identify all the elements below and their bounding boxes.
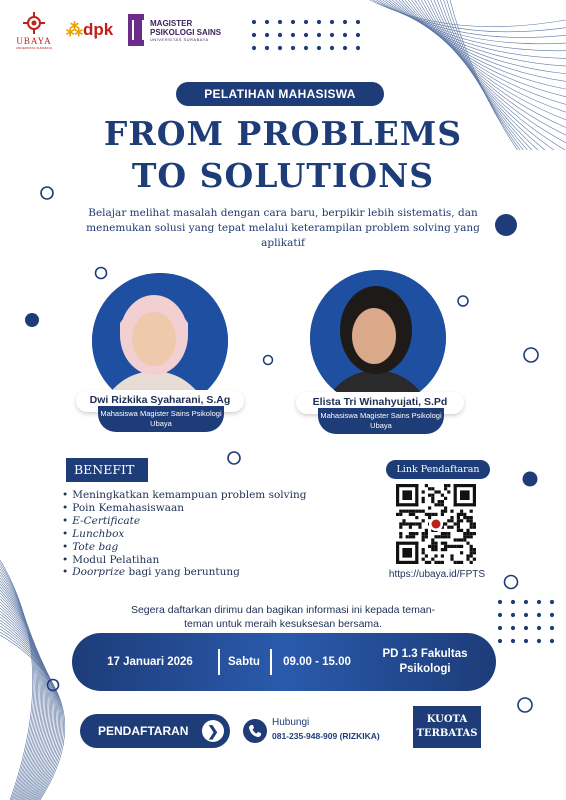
- registration-qr-code[interactable]: [396, 484, 476, 564]
- event-type-badge: PELATIHAN MAHASISWA: [176, 82, 384, 106]
- benefit-item: • Poin Kemahasiswaan: [62, 502, 306, 515]
- speaker-2-photo: [310, 270, 446, 406]
- benefit-item: • Tote bag: [62, 541, 306, 554]
- divider: [218, 649, 220, 675]
- title-line-1: FROM PROBLEMS: [103, 114, 463, 153]
- speaker-2-name: Elista Tri Winahyujati, S.Pd: [312, 396, 448, 408]
- speaker-2-role: Mahasiswa Magister Sains Psikologi Ubaya: [318, 408, 444, 434]
- event-time: 09.00 - 15.00: [283, 655, 351, 668]
- event-details-bar: [72, 633, 496, 691]
- speaker-1-name: Dwi Rizkika Syaharani, S.Ag: [89, 394, 231, 406]
- registration-link-label: Link Pendaftaran: [386, 460, 490, 479]
- benefit-item: • E-Certificate: [62, 515, 306, 528]
- divider: [270, 649, 272, 675]
- benefit-item: • Modul Pelatihan: [62, 554, 306, 567]
- benefit-item: • Doorprize bagi yang beruntung: [62, 566, 306, 579]
- benefit-heading: BENEFIT: [66, 458, 148, 482]
- chevron-right-icon: ❯: [202, 720, 224, 742]
- phone-icon: [243, 719, 267, 743]
- contact-phone[interactable]: 081-235-948-909 (RIZKIKA): [272, 731, 380, 741]
- benefit-item: • Meningkatkan kemampuan problem solving: [62, 489, 306, 502]
- dpk-dots-icon: ⁂: [66, 20, 83, 39]
- ubaya-emblem-icon: [23, 12, 45, 34]
- event-day: Sabtu: [228, 655, 260, 668]
- mps-emblem-icon: [128, 14, 144, 46]
- register-button[interactable]: PENDAFTARAN ❯: [80, 714, 230, 748]
- speaker-1-photo: [92, 273, 228, 409]
- event-date: 17 Januari 2026: [107, 655, 193, 668]
- ubaya-subtitle: UNIVERSITAS SURABAYA: [15, 46, 53, 50]
- dpk-logo: ⁂dpk: [66, 20, 114, 39]
- event-location: PD 1.3 Fakultas Psikologi: [382, 648, 468, 675]
- contact-label: Hubungi: [272, 717, 310, 728]
- magister-psikologi-sains-logo: MAGISTER PSIKOLOGI SAINS UNIVERSITAS SURABAYA: [128, 14, 221, 46]
- ubaya-logo: [14, 12, 54, 50]
- subtitle: Belajar melihat masalah dengan cara baru, berpikir lebih sistematis, dan menemukan solusi yang tepat melalui keterampilan problem solving yang aplikatif: [86, 207, 480, 249]
- registration-url[interactable]: https://ubaya.id/FPTS: [388, 569, 486, 580]
- limited-quota-badge: KUOTA TERBATAS: [413, 706, 481, 748]
- speaker-1-role: Mahasiswa Magister Sains Psikologi Ubaya: [98, 406, 224, 432]
- call-to-action-text: Segera daftarkan dirimu dan bagikan informasi ini kepada teman-teman untuk meraih kesuksesan bersama.: [130, 604, 436, 630]
- benefit-list: [62, 489, 306, 579]
- ubaya-name: UBAYA: [16, 36, 52, 46]
- title-line-2: TO SOLUTIONS: [131, 156, 435, 195]
- benefit-item: • Lunchbox: [62, 528, 306, 541]
